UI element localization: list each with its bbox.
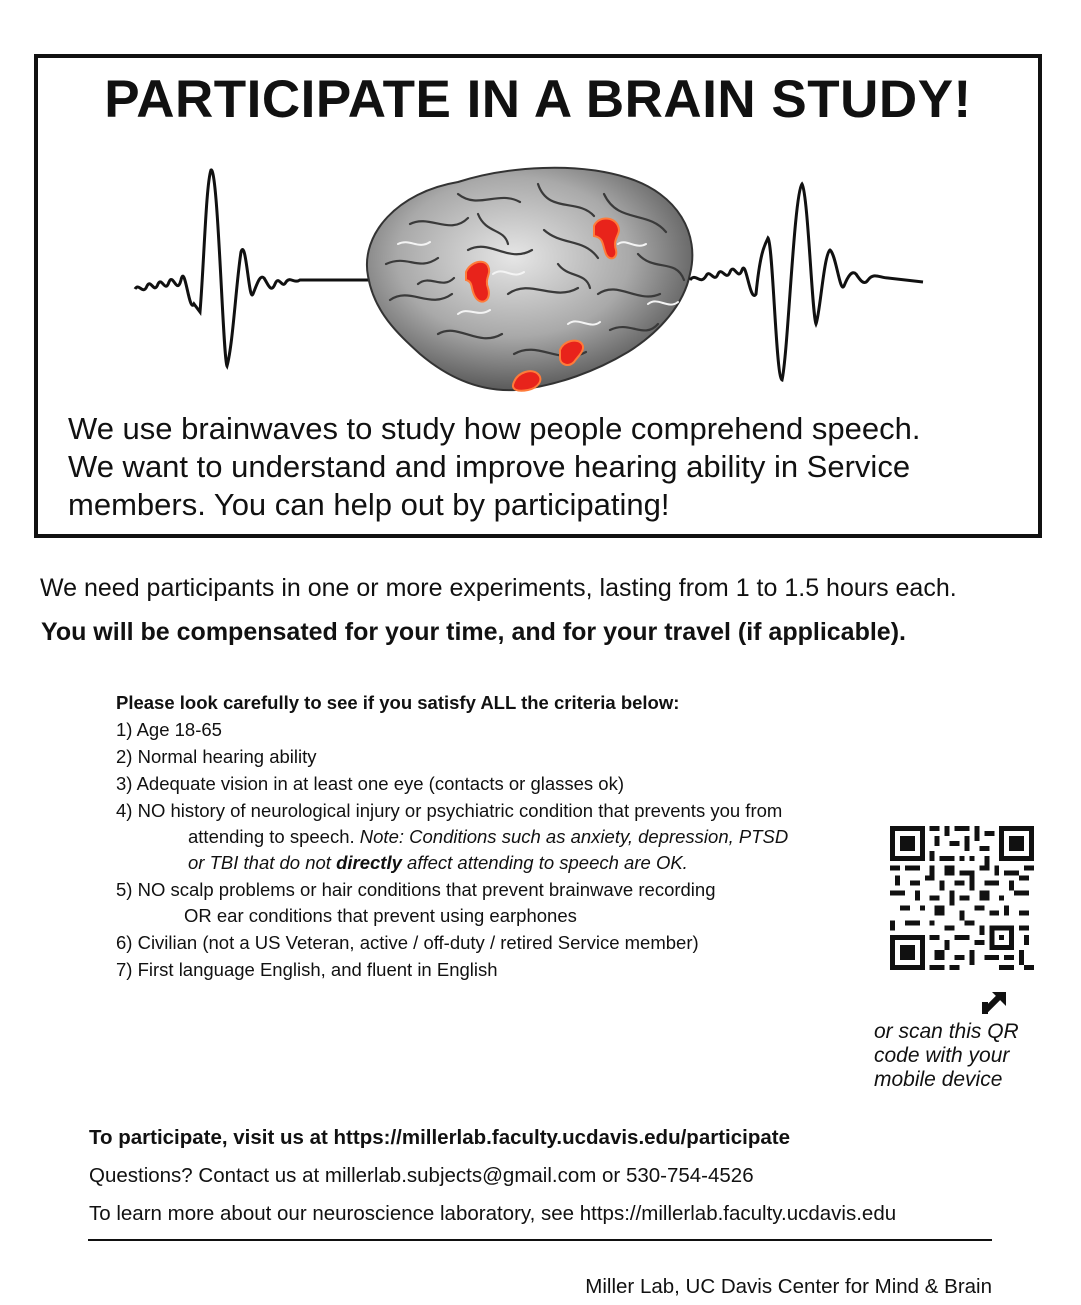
hero-box: [34, 54, 1042, 538]
contact-section: [89, 1124, 1009, 1238]
criteria-item-language: 7) First language English, and fluent in English: [116, 959, 498, 980]
divider: [88, 1239, 992, 1241]
qr-caption-line: or scan this QR: [874, 1020, 1019, 1043]
criteria-heading: Please look carefully to see if you satisfy ALL the criteria below:: [116, 692, 680, 713]
criteria-item-neurological-line: [116, 824, 856, 850]
brainwave-graphic: [38, 154, 1038, 404]
criteria-item-scalp: [116, 876, 856, 929]
lab-website-link[interactable]: To learn more about our neuroscience laboratory, see https://millerlab.faculty.ucdavis.edu: [89, 1202, 897, 1225]
criteria-item-neurological: [116, 797, 856, 876]
criteria-item-age: 1) Age 18-65: [116, 719, 222, 740]
brain-image: [367, 168, 692, 391]
criteria-item-scalp-line: OR ear conditions that prevent using earphones: [184, 905, 577, 926]
criteria-note-text: affect attending to speech are OK.: [407, 852, 688, 873]
participate-link[interactable]: To participate, visit us at https://millerlab.faculty.ucdavis.edu/participate: [89, 1126, 790, 1149]
qr-caption-line: mobile device: [874, 1068, 1003, 1091]
criteria-note: Note: Conditions such as anxiety, depression, PTSD: [359, 826, 789, 847]
criteria-section: [116, 689, 856, 983]
hero-description: [68, 410, 1028, 524]
arrow-up-right-icon: [980, 988, 1010, 1014]
qr-code[interactable]: [890, 826, 1034, 970]
hero-text-line: We want to understand and improve hearing ability in Service: [68, 449, 911, 484]
criteria-note-emphasis: directly: [336, 852, 402, 873]
criteria-item-neurological-text: attending to speech.: [188, 826, 355, 847]
questions-contact[interactable]: Questions? Contact us at millerlab.subjects@gmail.com or 530-754-4526: [89, 1164, 754, 1187]
hero-text-line: We use brainwaves to study how people comprehend speech.: [68, 411, 921, 446]
criteria-item-neurological-line: [116, 850, 856, 876]
right-waveform: [690, 184, 923, 380]
hero-text-line: members. You can help out by participating!: [68, 487, 670, 522]
compensation-statement: You will be compensated for your time, and for your travel (if applicable).: [41, 618, 906, 646]
duration-statement: We need participants in one or more experiments, lasting from 1 to 1.5 hours each.: [40, 574, 957, 602]
footer-credit: Miller Lab, UC Davis Center for Mind & Brain: [585, 1275, 992, 1298]
criteria-item-neurological-line: 4) NO history of neurological injury or psychiatric condition that prevents you from: [116, 800, 783, 821]
qr-caption-line: code with your: [874, 1044, 1010, 1067]
criteria-list: [116, 716, 856, 983]
qr-caption: [874, 1020, 1064, 1092]
criteria-item-scalp-line: 5) NO scalp problems or hair conditions that prevent brainwave recording: [116, 879, 716, 900]
left-waveform: [135, 170, 368, 366]
criteria-note-text: or TBI that do not: [188, 852, 331, 873]
page-title: PARTICIPATE IN A BRAIN STUDY!: [104, 70, 972, 129]
criteria-note: [188, 852, 688, 873]
criteria-item-hearing: 2) Normal hearing ability: [116, 746, 317, 767]
criteria-item-civilian: 6) Civilian (not a US Veteran, active / off-duty / retired Service member): [116, 932, 699, 953]
criteria-item-vision: 3) Adequate vision in at least one eye (contacts or glasses ok): [116, 773, 625, 794]
